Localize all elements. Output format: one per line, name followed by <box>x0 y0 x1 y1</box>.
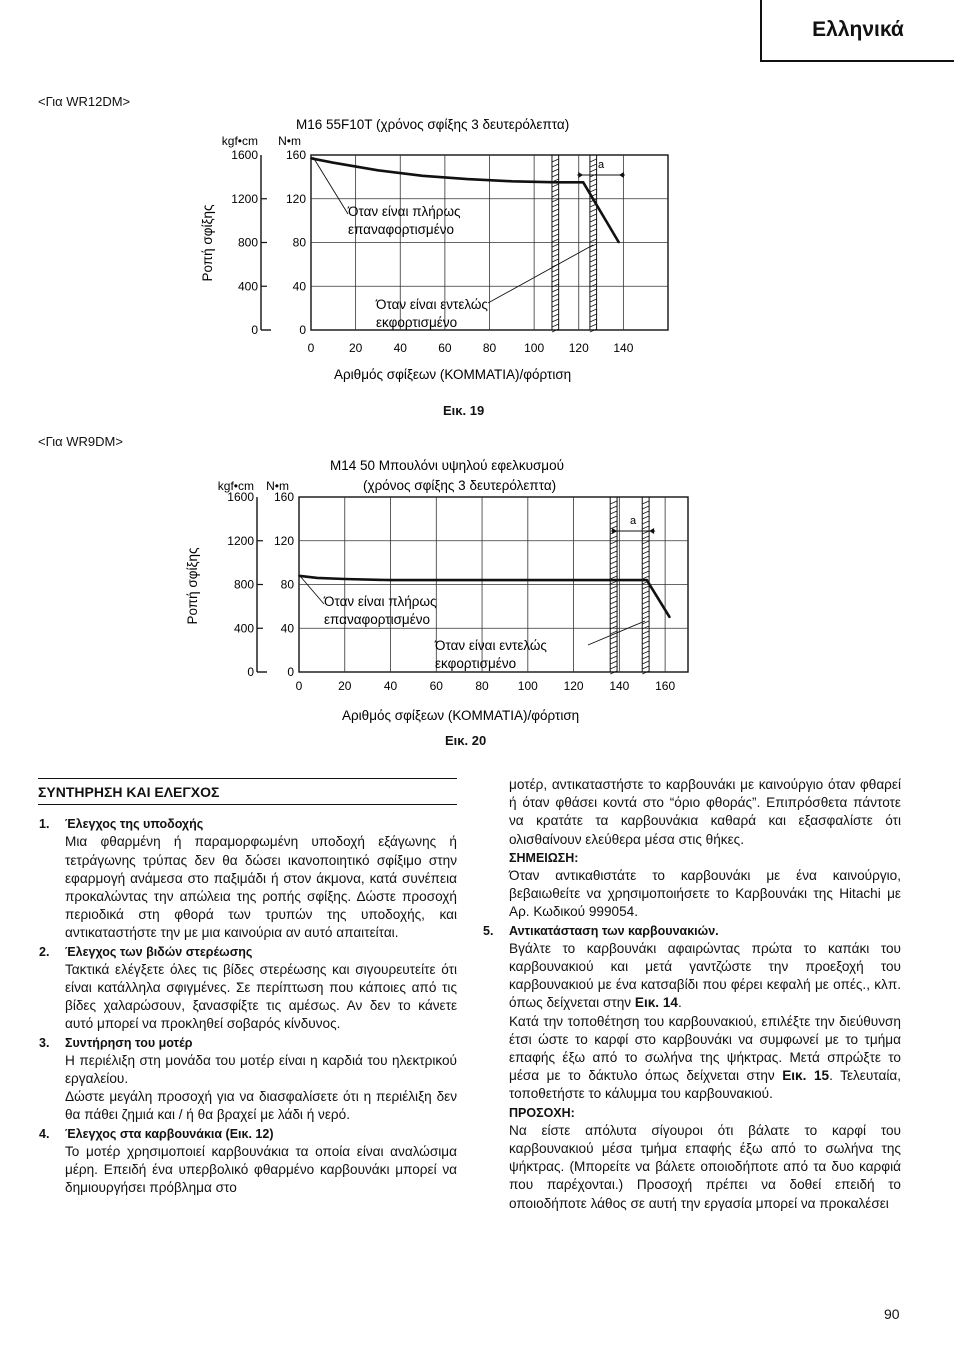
model-label-wr12dm: <Για WR12DM> <box>38 94 131 109</box>
annotation-empty-line2: εκφορτισμένο <box>435 656 517 671</box>
chart-title-line2: (χρόνος σφίξης 3 δευτερόλεπτα) <box>363 478 557 493</box>
hatch-stroke <box>610 641 617 644</box>
hatch-stroke <box>610 601 617 604</box>
hatch-stroke <box>642 641 649 644</box>
hatch-stroke <box>590 259 597 262</box>
hatch-stroke <box>642 511 649 514</box>
x-tick-label: 120 <box>568 341 589 355</box>
hatch-stroke <box>642 516 649 519</box>
maintenance-left-column <box>38 778 457 1197</box>
x-tick-label: 40 <box>383 679 398 693</box>
hatch-stroke <box>552 159 559 162</box>
data-point <box>573 579 575 581</box>
hatch-stroke <box>642 536 649 539</box>
hatch-stroke <box>590 304 597 307</box>
hatch-stroke <box>610 511 617 514</box>
item-heading: Συντήρηση του μοτέρ <box>65 1035 193 1050</box>
data-point <box>344 578 346 580</box>
hatch-stroke <box>552 184 559 187</box>
y-axis-label: Ροπή σφίξης <box>185 547 200 625</box>
hatch-stroke <box>552 199 559 202</box>
x-axis-label: Αριθμός σφίξεων (ΚΟΜΜΑΤΙΑ)/φόρτιση <box>342 708 580 723</box>
hatch-stroke <box>590 224 597 227</box>
hatch-stroke <box>610 651 617 654</box>
hatch-stroke <box>552 289 559 292</box>
figure-ref-14: Εικ. 14 <box>634 995 678 1011</box>
hatch-stroke <box>642 566 649 569</box>
item-text-2 <box>509 1013 901 1104</box>
hatch-stroke <box>552 314 559 317</box>
data-point <box>377 169 379 171</box>
hatch-stroke <box>642 526 649 529</box>
data-point <box>316 577 318 579</box>
annotation-full-line2: επαναφορτισμένο <box>324 612 430 627</box>
data-point <box>511 180 513 182</box>
item-heading: Έλεγχος στα καρβουνάκια (Εικ. 12) <box>65 1126 274 1141</box>
hatch-stroke <box>590 189 597 192</box>
hatch-stroke <box>590 249 597 252</box>
hatch-stroke <box>590 279 597 282</box>
hatch-stroke <box>610 536 617 539</box>
nm-tick-label: 120 <box>273 533 294 548</box>
caution-heading: ΠΡΟΣΟΧΗ: <box>509 1105 575 1120</box>
figure-caption-19: Εικ. 19 <box>443 403 485 418</box>
hatch-stroke <box>552 169 559 172</box>
x-axis-label: Αριθμός σφίξεων (ΚΟΜΜΑΤΙΑ)/φόρτιση <box>334 367 572 382</box>
maintenance-item-5 <box>482 922 901 1213</box>
hatch-stroke <box>642 666 649 669</box>
x-tick-label: 140 <box>609 679 630 693</box>
data-point <box>466 178 468 180</box>
model-label-wr9dm: <Για WR9DM> <box>38 434 123 449</box>
hatch-stroke <box>552 309 559 312</box>
item-text-part-a: Βγάλτε το καρβουνάκι αφαιρώντας πρώτα το καπάκι του καρβουνακιού και μετά γαντζώστε την προεξοχή του καρβουνακιού με ένα κατσαβίδι που φέρει κεφαλή με οπές., κλπ. όπως δείχνεται στην <box>509 940 901 1011</box>
hatch-stroke <box>552 189 559 192</box>
maintenance-item-3 <box>38 1034 457 1125</box>
x-tick-label: 60 <box>429 679 443 693</box>
data-point <box>556 181 558 183</box>
hatch-stroke <box>552 204 559 207</box>
data-point <box>332 162 334 164</box>
hatch-stroke <box>590 234 597 237</box>
item-text: μοτέρ, αντικαταστήστε το καρβουνάκι με καινούργιο όταν φθαρεί ή όταν φθάσει κοντά στο “όριο φθοράς”. Επιπρόσθετα πάντοτε να κρατάτε τα καρβουνάκια καθαρά και εξασφαλίστε ότι ολισθαίνουν ελεύθερα μέσα στις θήκες. <box>509 777 901 847</box>
hatch-stroke <box>590 294 597 297</box>
x-tick-label: 20 <box>348 341 363 355</box>
hatch-stroke <box>590 314 597 317</box>
hatch-stroke <box>610 551 617 554</box>
hatch-stroke <box>642 576 649 579</box>
hatch-stroke <box>590 319 597 322</box>
hatch-stroke <box>552 239 559 242</box>
kgf-tick-label: 400 <box>233 621 254 636</box>
hatch-stroke <box>552 324 559 327</box>
hatch-stroke <box>590 264 597 267</box>
hatch-stroke <box>610 571 617 574</box>
nm-tick-label: 40 <box>280 621 294 636</box>
data-point <box>618 579 620 581</box>
hatch-stroke <box>590 269 597 272</box>
item-number: 5. <box>483 923 494 938</box>
y-axis-label: Ροπή σφίξης <box>200 204 215 282</box>
hatch-stroke <box>642 616 649 619</box>
hatch-stroke <box>590 324 597 327</box>
hatch-stroke <box>552 219 559 222</box>
a-marker-label: a <box>630 515 637 527</box>
item-text-part-b: Κατά την τοποθέτηση του καρβουνακιού, επιλέξτε την διεύθυνση έτσι ώστε το καρφί στο καρβουνάκι να συμφωνεί με το τμήμα επαφής έξω από το σωλήνα της ψήκτρας. Μετά σπρώξτε το μέσα με το δάκτυλο όπως δείχνεται στην <box>509 1013 901 1084</box>
annotation-empty-line1: Όταν είναι εντελώς <box>376 297 488 312</box>
hatch-stroke <box>590 239 597 242</box>
note-heading: ΣΗΜΕΙΩΣΗ: <box>509 850 579 865</box>
nm-tick-label: 0 <box>299 323 306 337</box>
hatch-stroke <box>610 606 617 609</box>
hatch-stroke <box>642 656 649 659</box>
hatch-stroke <box>642 651 649 654</box>
hatch-stroke <box>610 596 617 599</box>
a-arrowhead <box>649 528 654 534</box>
nm-tick-label: 80 <box>292 235 306 250</box>
hatch-stroke <box>590 229 597 232</box>
nm-tick-label: 160 <box>285 148 306 162</box>
x-tick-label: 80 <box>475 679 489 693</box>
hatch-stroke <box>642 586 649 589</box>
unit-nm-label: N•m <box>278 134 301 148</box>
item-text-2: Δώστε μεγάλη προσοχή για να διασφαλίσετε ότι η περιέλιξη δεν θα πάθει ζημιά και / ή θα βραχεί με λάδι ή νερό. <box>65 1089 457 1123</box>
hatch-stroke <box>610 611 617 614</box>
hatch-stroke <box>552 259 559 262</box>
language-label: Ελληνικά <box>812 18 904 41</box>
item-text: Μια φθαρμένη ή παραμορφωμένη υποδοχή εξάγωνης ή τετράγωνης τρύπας δεν θα δώσει ικανοποιητικό σφίξιμο στην εφαρμογή ανάμεσα στο παξιμάδι ή στον άκμονα, κατά συνέπεια προκαλώντας την απώλεια της ροπής σφίξης. Δώστε προσοχή περιοδικά στη φθορά των τρυπών της υποδοχής, και αντικαταστήστε την με μια καινούρια αν αυτό απαιτείται. <box>65 834 457 941</box>
a-arrowhead <box>612 528 617 534</box>
data-point <box>582 181 584 183</box>
chart-title: M14 50 Μπουλόνι υψηλού εφελκυσμού <box>330 458 564 473</box>
maintenance-item-4 <box>38 1125 457 1198</box>
item-text: Τακτικά ελέγξετε όλες τις βίδες στερέωσης και σιγουρευτείτε ότι είναι κατάλληλα σφιγμένες. Σε περίπτωση που κάποιες από τις βίδες χαλαρώσουν, ξανασφίξτε τις αμέσως. Αν δεν το κάνετε αυτό μπορεί να προκληθεί σοβαρός κίνδυνος. <box>65 961 457 1032</box>
hatch-stroke <box>610 661 617 664</box>
hatch-stroke <box>642 646 649 649</box>
hatch-stroke <box>590 309 597 312</box>
hatch-stroke <box>552 279 559 282</box>
item-number: 4. <box>39 1126 50 1141</box>
a-arrowhead <box>619 172 624 178</box>
hatch-stroke <box>610 591 617 594</box>
torque-chart-fig19 <box>0 110 954 400</box>
figure-ref-15: Εικ. 15 <box>782 1068 830 1084</box>
data-point <box>422 175 424 177</box>
hatch-stroke <box>642 561 649 564</box>
hatch-stroke <box>642 556 649 559</box>
hatch-stroke <box>642 596 649 599</box>
data-point <box>618 242 620 244</box>
hatch-stroke <box>590 274 597 277</box>
hatch-stroke <box>610 546 617 549</box>
data-point <box>310 157 312 159</box>
hatch-stroke <box>642 521 649 524</box>
data-point <box>646 579 648 581</box>
hatch-stroke <box>552 209 559 212</box>
hatch-stroke <box>610 666 617 669</box>
hatch-stroke <box>642 601 649 604</box>
kgf-tick-label: 1600 <box>227 490 254 504</box>
maintenance-right-column <box>482 776 901 1213</box>
torque-chart-fig20 <box>0 452 954 732</box>
x-tick-label: 20 <box>338 679 352 693</box>
hatch-stroke <box>642 546 649 549</box>
hatch-stroke <box>590 219 597 222</box>
x-tick-label: 100 <box>517 679 538 693</box>
nm-tick-label: 160 <box>273 490 294 504</box>
kgf-tick-label: 800 <box>233 577 254 592</box>
hatch-stroke <box>610 521 617 524</box>
annotation-full-line1: Όταν είναι πλήρως <box>324 594 437 609</box>
hatch-stroke <box>590 184 597 187</box>
hatch-stroke <box>610 506 617 509</box>
item-number: 2. <box>39 944 50 959</box>
item-text: Το μοτέρ χρησιμοποιεί καρβουνάκια τα οποία είναι αναλώσιμα μέρη. Επειδή ένα υπερβολικό φθαρμένο καρβουνάκι μπορεί να δημιουργήσει πρόβλημα στο <box>65 1143 457 1196</box>
a-marker-label: a <box>598 159 605 171</box>
kgf-tick-label: 1200 <box>231 191 258 206</box>
note-text: Όταν αντικαθιστάτε το καρβουνάκι με ένα καινούργιο, βεβαιωθείτε να χρησιμοποιήσετε το Καρβουνάκι της Hitachi με Αρ. Κωδικού 999054. <box>509 868 901 920</box>
hatch-stroke <box>552 299 559 302</box>
hatch-stroke <box>552 234 559 237</box>
x-tick-label: 100 <box>524 341 545 355</box>
kgf-tick-label: 1600 <box>231 148 258 162</box>
kgf-tick-label: 400 <box>237 279 258 294</box>
section-title: ΣΥΝΤΗΡΗΣΗ ΚΑΙ ΕΛΕΓΧΟΣ <box>38 778 457 805</box>
hatch-stroke <box>642 631 649 634</box>
hatch-stroke <box>610 656 617 659</box>
item-4-continued <box>482 776 901 922</box>
hatch-stroke <box>610 556 617 559</box>
hatch-stroke <box>590 179 597 182</box>
data-point <box>390 579 392 581</box>
hatch-stroke <box>642 661 649 664</box>
caution-text: Να είστε απόλυτα σίγουροι ότι βάλατε το καρφί του καρβουνακιού μέσα τμήμα επαφής έξω από το σωλήνα της ψήκτρας. (Μπορείτε να βάλετε οποιοδήποτε από τα δυο καρφιά που παρέχονται.) Προσοχή πρέπει να δοθεί επειδή το οποιοδήποτε λάθος σε αυτή την εργασία μπορεί να προκαλέσει <box>509 1122 901 1211</box>
maintenance-item-1 <box>38 815 457 942</box>
kgf-tick-label: 0 <box>251 323 258 337</box>
data-point <box>669 616 671 618</box>
kgf-tick-label: 0 <box>247 665 254 679</box>
kgf-tick-label: 1200 <box>227 533 254 548</box>
hatch-stroke <box>642 506 649 509</box>
nm-tick-label: 120 <box>285 191 306 206</box>
hatch-stroke <box>552 254 559 257</box>
hatch-stroke <box>610 616 617 619</box>
kgf-tick-label: 800 <box>237 235 258 250</box>
hatch-stroke <box>642 501 649 504</box>
page-number: 90 <box>884 1306 900 1322</box>
hatch-stroke <box>610 561 617 564</box>
hatch-stroke <box>552 244 559 247</box>
hatch-stroke <box>552 294 559 297</box>
hatch-stroke <box>642 571 649 574</box>
chart-title: M16 55F10T (χρόνος σφίξης 3 δευτερόλεπτα) <box>296 117 570 132</box>
unit-nm-label: N•m <box>266 479 289 493</box>
maintenance-item-2 <box>38 943 457 1034</box>
x-tick-label: 0 <box>307 341 315 355</box>
hatch-stroke <box>610 516 617 519</box>
hatch-stroke <box>552 229 559 232</box>
hatch-stroke <box>610 566 617 569</box>
hatch-stroke <box>610 581 617 584</box>
unit-kgf-label: kgf•cm <box>221 134 258 148</box>
item-number: 1. <box>39 817 50 832</box>
nm-tick-label: 80 <box>280 577 294 592</box>
annotation-empty-line2: εκφορτισμένο <box>376 315 458 330</box>
nm-tick-label: 40 <box>292 279 306 294</box>
hatch-stroke <box>590 289 597 292</box>
data-point <box>481 579 483 581</box>
x-tick-label: 140 <box>613 341 634 355</box>
x-tick-label: 40 <box>393 341 407 355</box>
hatch-stroke <box>552 249 559 252</box>
hatch-stroke <box>590 299 597 302</box>
a-arrowhead <box>578 172 583 178</box>
hatch-stroke <box>590 254 597 257</box>
x-tick-label: 0 <box>295 679 303 693</box>
hatch-stroke <box>610 646 617 649</box>
hatch-stroke <box>552 224 559 227</box>
annotation-leader-full <box>300 576 324 604</box>
item-text-part-c: . Τελευταία, τοποθετήστε το κάλυμμα του καρβουνακιού. <box>509 1068 901 1102</box>
data-point <box>298 575 300 577</box>
hatch-stroke <box>642 551 649 554</box>
hatch-stroke <box>610 586 617 589</box>
hatch-stroke <box>642 541 649 544</box>
hatch-stroke <box>610 621 617 624</box>
unit-kgf-label: kgf•cm <box>217 479 254 493</box>
item-heading: Αντικατάσταση των καρβουνακιών. <box>509 923 719 938</box>
hatch-stroke <box>642 591 649 594</box>
item-heading: Έλεγχος των βιδών στερέωσης <box>65 944 253 959</box>
hatch-stroke <box>642 636 649 639</box>
hatch-stroke <box>552 164 559 167</box>
annotation-full-line1: Όταν είναι πλήρως <box>348 204 461 219</box>
item-number: 3. <box>39 1035 50 1050</box>
annotation-empty-line1: Όταν είναι εντελώς <box>435 638 547 653</box>
hatch-stroke <box>552 319 559 322</box>
item-heading: Έλεγχος της υποδοχής <box>65 817 204 832</box>
hatch-stroke <box>552 194 559 197</box>
item-text: Βγάλτε το καρβουνάκι αφαιρώντας πρώτα το καπάκι του καρβουνακιού και μετά γαντζώστε την προεξοχή του καρβουνακιού με ένα κατσαβίδι που φέρει κεφαλή με οπές., κλπ. όπως δείχνεται στην Εικ. 14. <box>509 940 901 1011</box>
hatch-stroke <box>552 174 559 177</box>
figure-caption-20: Εικ. 20 <box>445 733 487 748</box>
x-tick-label: 60 <box>438 341 452 355</box>
hatch-stroke <box>610 541 617 544</box>
x-tick-label: 120 <box>563 679 584 693</box>
hatch-stroke <box>552 304 559 307</box>
hatch-stroke <box>610 576 617 579</box>
annotation-leader-empty <box>488 245 593 303</box>
hatch-stroke <box>590 214 597 217</box>
hatch-stroke <box>642 611 649 614</box>
hatch-stroke <box>590 174 597 177</box>
language-tab <box>760 0 954 62</box>
x-tick-label: 160 <box>655 679 676 693</box>
hatch-stroke <box>552 269 559 272</box>
x-tick-label: 80 <box>482 341 497 355</box>
item-text: Η περιέλιξη στη μονάδα του μοτέρ είναι η καρδιά του ηλεκτρικού εργαλείου. <box>65 1052 457 1087</box>
hatch-stroke <box>642 606 649 609</box>
annotation-full-line2: επαναφορτισμένο <box>348 222 454 237</box>
hatch-stroke <box>610 636 617 639</box>
hatch-stroke <box>552 214 559 217</box>
hatch-stroke <box>610 501 617 504</box>
hatch-stroke <box>590 159 597 162</box>
nm-tick-label: 0 <box>287 665 294 679</box>
hatch-stroke <box>552 274 559 277</box>
hatch-stroke <box>590 169 597 172</box>
hatch-stroke <box>590 164 597 167</box>
hatch-stroke <box>590 209 597 212</box>
hatch-stroke <box>610 526 617 529</box>
